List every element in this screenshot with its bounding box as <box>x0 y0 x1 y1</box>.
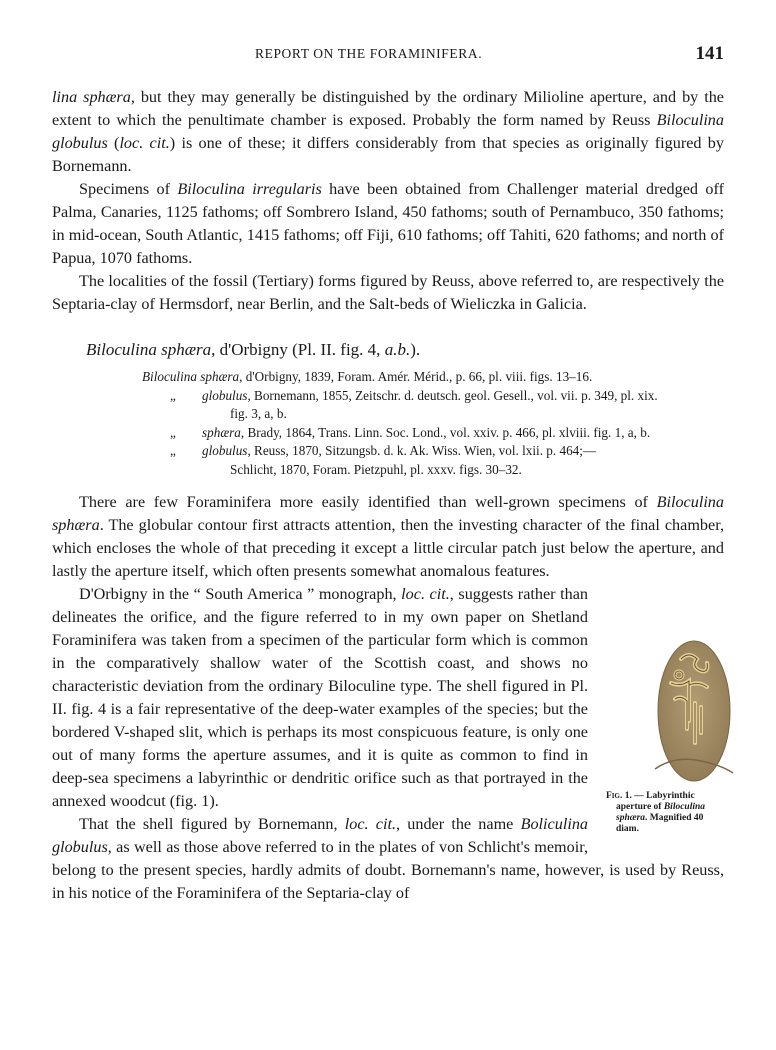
citation: , Brady, 1864, Trans. Linn. Soc. Lond., vol. xxiv. p. 466, pl. xlviii. fig. 1, a, b. <box>240 424 651 440</box>
citation-continuation: Schlicht, 1870, Foram. Pietzpuhl, pl. xxxv. figs. 30–32. <box>230 461 522 477</box>
text: Specimens of <box>79 180 178 198</box>
italic-citation: loc. cit. <box>401 585 450 603</box>
running-header <box>52 43 724 68</box>
text: There are few Foraminifera more easily identified than well-grown specimens of <box>79 493 657 511</box>
figure-wrap-block <box>52 583 724 905</box>
text: , suggests rather than delineates the orifice, and the figure referred to in my own paper on Shetland Foraminifera was taken from a specimen of the particular form which is common in the comparatively shallow water of the Scottish coast, and shows no characteristic deviation from the ordinary Biloculine type. The shell figured in Pl. II. fig. 4 is a fair representative of the deep-water examples of the species; but the bordered V-shaped slit, which is perhaps its most conspicuous feature, is only one out of many forms the aperture assumes, and it is quite as common to find in deep-sea specimens a labyrinthic or dendritic orifice such as that portrayed in the annexed woodcut (fig. 1). <box>52 585 588 810</box>
paragraph-continuation <box>52 86 724 178</box>
italic-species-name: lina sphæra <box>52 88 131 106</box>
paragraph-identification <box>52 491 724 583</box>
text: . Magnified 40 diam. <box>616 813 704 834</box>
shell-illustration-icon <box>653 637 735 785</box>
italic-species-name: Biloculina sphæra <box>52 493 724 534</box>
synonymy-entry <box>52 387 724 424</box>
woodcut-labyrinthic-aperture-image <box>626 637 708 785</box>
body-text <box>52 86 724 905</box>
text: — Labyrinthic aperture of <box>616 791 695 812</box>
italic-species: sphæra <box>200 369 240 384</box>
ditto-mark: „ <box>170 387 176 403</box>
text: , under the name <box>396 815 521 833</box>
italic-genus: Biloculina <box>142 369 197 384</box>
synonymy-entry <box>52 424 724 443</box>
figure-label: Fig. 1. <box>606 791 632 801</box>
italic-species-name: Biloculina globulus <box>52 111 724 152</box>
italic-species-name: Biloculina sphæra <box>86 340 212 359</box>
citation: , d'Orbigny, 1839, Foram. Amér. Mérid., p. 66, pl. viii. figs. 13–16. <box>239 369 593 384</box>
text: ) is one of these; it differs considerably from that species as originally figured by Bornemann. <box>52 134 724 175</box>
text: , d'Orbigny (Pl. II. fig. 4, <box>211 340 385 359</box>
synonymy-list <box>52 368 724 479</box>
paragraph-localities <box>52 178 724 270</box>
citation: , Reuss, 1870, Sitzungsb. d. k. Ak. Wiss. Wien, vol. lxii. p. 464;— <box>247 443 597 458</box>
text: That the shell figured by Bornemann, <box>79 815 345 833</box>
text: , as well as those above referred to in the plates of von Schlicht's memoir, belong to the present species, hardly admits of doubt. Bornemann's name, however, is used by Reuss, in his notice of the Foraminifera of the Septaria-clay of <box>52 838 724 902</box>
text: , but they may generally be distinguished by the ordinary Milioline aperture, and by the extent to which the penultimate chamber is exposed. Probably the form named by Reuss <box>52 88 724 129</box>
italic-citation: loc. cit. <box>344 815 397 833</box>
synonymy-entry <box>52 442 724 479</box>
citation: , Bornemann, 1855, Zeitschr. d. deutsch. geol. Gesell., vol. vii. p. 349, pl. xix. <box>247 387 658 403</box>
text: . The globular contour first attracts attention, then the investing character of the final chamber, which encloses the whole of that preceding it except a little circular patch just below the aperture, and lastly the aperture itself, which often presents somewhat anomalous features. <box>52 516 724 580</box>
italic-species: sphæra <box>202 424 241 440</box>
italic-species-name: Biloculina sphæra <box>616 802 706 823</box>
figure-caption <box>606 791 724 835</box>
italic-figure-ref: a.b. <box>384 340 411 359</box>
italic-citation: loc. cit. <box>119 134 170 152</box>
italic-species-name: Biloculina irregularis <box>177 180 322 198</box>
text: ). <box>410 340 421 359</box>
synonymy-entry <box>52 368 724 387</box>
text: ( <box>107 134 120 152</box>
figure-1 <box>606 637 724 835</box>
ditto-mark: „ <box>170 424 176 440</box>
page-number: 141 <box>695 43 724 64</box>
italic-species-name: Boliculina globulus <box>52 815 589 856</box>
italic-species: globulus <box>202 443 248 458</box>
text: D'Orbigny in the “ South America ” monograph, <box>79 585 402 603</box>
paragraph-fossil-localities: The localities of the fossil (Tertiary) forms figured by Reuss, above referred to, are respectively the Septaria-clay of Hermsdorf, near Berlin, and the Salt-beds of Wieliczka in Galicia. <box>52 272 724 313</box>
text: have been obtained from Challenger material dredged off Palma, Canaries, 1125 fathoms; off Sombrero Island, 450 fathoms; south of Pernambuco, 350 fathoms; in mid-ocean, South Atlantic, 1415 fathoms; off Fiji, 610 fathoms; off Tahiti, 620 fathoms; and north of Papua, 1070 fathoms. <box>52 180 724 267</box>
ditto-mark: „ <box>170 443 176 458</box>
running-title: REPORT ON THE FORAMINIFERA. <box>255 46 483 61</box>
species-heading <box>52 338 724 362</box>
italic-species: globulus <box>202 387 248 403</box>
citation-continuation: fig. 3, a, b. <box>230 406 287 421</box>
